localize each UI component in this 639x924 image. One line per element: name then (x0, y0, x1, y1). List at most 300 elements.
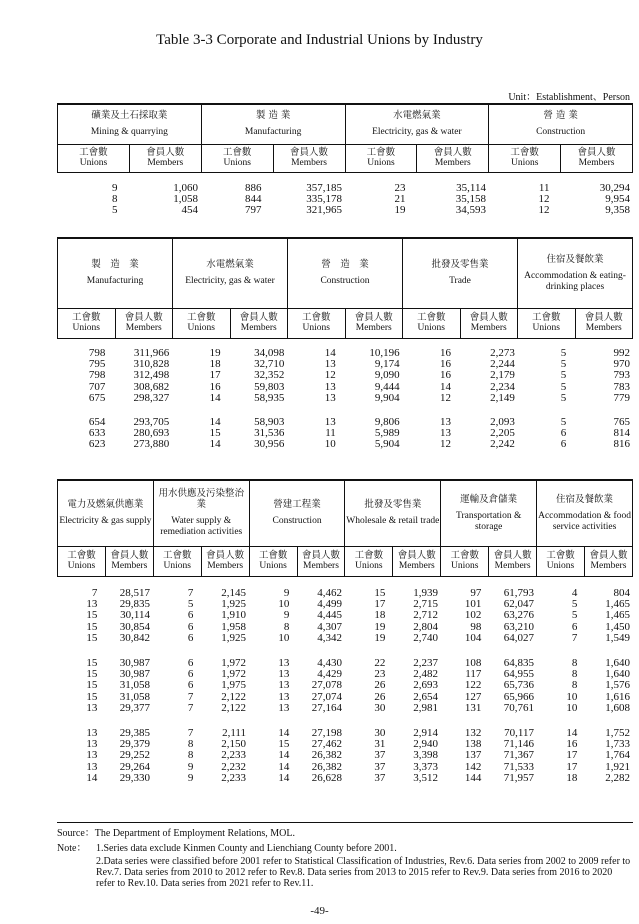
unit-label: Unit：Establishment、Person (508, 92, 630, 103)
group-zh-label: 礦業及土石採取業 (91, 110, 168, 122)
members-cell: 783 (613, 380, 630, 393)
col-zh-label: 會員人數 (577, 147, 616, 158)
col-en-label: Members (398, 561, 435, 571)
col-zh-label: 會員人數 (124, 312, 163, 323)
members-cell: 9,358 (605, 204, 630, 217)
members-cell: 1,925 (221, 598, 246, 611)
unions-cell: 122 (464, 679, 482, 692)
members-cell: 30,842 (119, 631, 150, 644)
unions-cell: 13 (86, 738, 98, 751)
col-en-label: Unions (546, 561, 575, 571)
unions-cell: 5 (560, 358, 567, 371)
col-en-label: Members (291, 158, 327, 168)
col-header-members (297, 546, 345, 576)
col-header-unions (201, 144, 273, 172)
col-en-label: Unions (532, 323, 560, 333)
col-en-label: Unions (355, 561, 383, 571)
members-cell: 27,164 (311, 701, 342, 714)
col-en-label: Members (585, 323, 622, 333)
members-cell: 9,806 (374, 416, 400, 428)
members-cell: 308,682 (133, 380, 170, 393)
unions-cell: 798 (88, 369, 106, 382)
unions-cell: 8 (187, 749, 194, 762)
group-header (345, 480, 441, 546)
group-zh-label: 用水供應及污染整治業 (158, 488, 244, 511)
col-zh-label: 會員人數 (469, 312, 508, 323)
members-cell: 2,179 (490, 369, 515, 382)
unions-cell: 6 (560, 427, 567, 440)
unions-cell: 23 (374, 668, 386, 681)
unions-cell: 13 (86, 598, 98, 611)
members-cell: 2,940 (413, 738, 438, 751)
members-cell: 71,367 (503, 749, 534, 762)
members-cell: 1,752 (605, 727, 630, 739)
col-en-label: Unions (259, 561, 287, 571)
unions-cell: 15 (86, 679, 98, 692)
col-header-members (417, 144, 489, 172)
col-header-members (489, 546, 537, 576)
members-cell: 63,210 (503, 620, 534, 633)
unions-cell: 12 (439, 438, 451, 451)
unions-cell: 108 (464, 657, 482, 669)
col-zh-label: 會員人數 (433, 147, 472, 158)
col-header-members (460, 308, 518, 338)
col-en-label: Unions (302, 323, 330, 333)
col-zh-label: 工會數 (510, 147, 539, 158)
unions-cell: 17 (374, 598, 386, 611)
unions-cell: 9 (187, 760, 194, 773)
members-cell: 29,264 (119, 760, 150, 773)
unions-cell: 13 (86, 749, 98, 762)
members-cell: 2,122 (221, 690, 246, 703)
table-row (57, 205, 633, 217)
unions-cell: 14 (278, 727, 290, 739)
col-header-unions (58, 144, 130, 172)
members-cell: 4,462 (317, 587, 342, 599)
unions-cell: 4 (571, 587, 578, 599)
members-cell: 793 (613, 369, 630, 382)
col-header-members (345, 308, 403, 338)
col-en-label: Unions (187, 323, 215, 333)
unions-cell: 127 (464, 690, 482, 703)
unions-cell: 5 (560, 391, 567, 404)
col-zh-label: 工會數 (416, 312, 446, 323)
unions-cell: 17 (566, 749, 578, 762)
table-row (57, 703, 633, 715)
col-header-unions (441, 546, 489, 576)
section1-header (57, 103, 633, 173)
members-cell: 2,234 (490, 380, 515, 393)
note-1: 1.Series data exclude Kinmen County and Lienchiang County before 2001. (96, 843, 397, 854)
col-zh-label: 工會數 (163, 550, 192, 561)
unions-cell: 17 (566, 760, 578, 773)
members-cell: 3,398 (413, 749, 438, 762)
members-cell: 1,576 (605, 679, 630, 692)
members-cell: 970 (613, 358, 630, 371)
unions-cell: 16 (439, 358, 451, 371)
unions-cell: 13 (278, 690, 290, 703)
col-zh-label: 工會數 (71, 312, 101, 323)
unions-cell: 142 (464, 760, 482, 773)
unions-cell: 17 (209, 369, 221, 382)
col-en-label: Members (434, 158, 471, 168)
unions-cell: 5 (560, 416, 567, 428)
members-cell: 1,939 (413, 587, 438, 599)
members-cell: 2,242 (490, 438, 515, 451)
bottom-rule (57, 822, 633, 823)
unions-cell: 6 (560, 438, 567, 451)
members-cell: 1,465 (605, 609, 630, 622)
unions-cell: 14 (278, 771, 290, 784)
unions-cell: 9 (187, 771, 194, 784)
group-header (403, 238, 518, 308)
members-cell: 1,640 (605, 668, 630, 681)
col-en-label: Unions (79, 158, 108, 168)
group-en-label: Construction (536, 127, 586, 138)
members-cell: 32,352 (254, 369, 285, 382)
unions-cell: 15 (86, 609, 98, 622)
col-zh-label: 工會數 (186, 312, 216, 323)
unions-cell: 10 (324, 438, 336, 451)
group-header (518, 238, 633, 308)
section3-header (57, 479, 633, 577)
col-header-unions (489, 144, 561, 172)
unions-cell: 30 (374, 701, 386, 714)
unions-cell: 7 (91, 587, 98, 599)
unions-cell: 5 (187, 598, 194, 611)
members-cell: 1,921 (605, 760, 630, 773)
group-en-label: Transportation & storage (455, 510, 522, 532)
unions-cell: 19 (374, 631, 386, 644)
members-cell: 2,150 (221, 738, 246, 751)
section2-header-table (57, 237, 633, 339)
col-en-label: Unions (367, 158, 395, 168)
members-cell: 2,914 (413, 727, 438, 739)
unions-cell: 707 (88, 380, 106, 393)
unions-cell: 98 (470, 620, 482, 633)
group-en-label: Electricity & gas supply (59, 516, 152, 527)
group-header (249, 480, 345, 546)
col-en-label: Members (494, 561, 531, 571)
col-header-members (201, 546, 249, 576)
unions-cell: 15 (86, 668, 98, 681)
unions-cell: 14 (86, 771, 98, 784)
members-cell: 5,989 (374, 427, 400, 440)
members-cell: 2,654 (413, 690, 438, 703)
members-cell: 59,803 (254, 380, 285, 393)
unions-cell: 5 (571, 609, 578, 622)
col-header-members (575, 308, 633, 338)
members-cell: 804 (613, 587, 630, 599)
unions-cell: 117 (465, 668, 482, 681)
table-row (57, 439, 633, 451)
unions-cell: 844 (244, 193, 262, 206)
members-cell: 2,233 (221, 749, 246, 762)
unions-cell: 6 (187, 631, 194, 644)
members-cell: 71,146 (503, 738, 534, 751)
unions-cell: 13 (324, 391, 336, 404)
unions-cell: 19 (394, 204, 406, 217)
members-cell: 2,111 (222, 727, 246, 739)
unions-cell: 104 (464, 631, 482, 644)
col-zh-label: 會員人數 (206, 550, 245, 561)
col-en-label: Unions (223, 158, 251, 168)
unions-cell: 9 (111, 182, 118, 194)
unions-cell: 30 (374, 727, 386, 739)
col-header-unions (345, 546, 393, 576)
col-en-label: Members (147, 158, 184, 168)
members-cell: 65,736 (503, 679, 534, 692)
members-cell: 2,693 (413, 679, 438, 692)
col-zh-label: 工會數 (79, 147, 108, 158)
members-cell: 29,835 (119, 598, 150, 611)
members-cell: 2,122 (221, 701, 246, 714)
members-cell: 58,935 (254, 391, 285, 404)
unions-cell: 15 (374, 587, 386, 599)
members-cell: 273,880 (133, 438, 170, 451)
members-cell: 29,377 (119, 701, 150, 714)
table-row (57, 773, 633, 785)
group-en-label: Accommodation & eating-drinking places (524, 270, 626, 292)
members-cell: 2,233 (221, 771, 246, 784)
group-en-label: Construction (272, 516, 322, 527)
group-en-label: Trade (449, 276, 471, 287)
group-header (153, 480, 249, 546)
members-cell: 2,804 (413, 620, 438, 633)
group-zh-label: 水電燃氣業 (206, 259, 254, 271)
members-cell: 29,252 (119, 749, 150, 762)
members-cell: 1,972 (221, 668, 246, 681)
group-en-label: Electricity, gas & water (185, 276, 275, 287)
group-zh-label: 批發及零售業 (364, 499, 422, 511)
members-cell: 2,740 (413, 631, 438, 644)
source-note: Source：The Department of Employment Relations, MOL. (57, 828, 296, 839)
members-cell: 357,185 (306, 182, 342, 194)
unions-cell: 13 (439, 416, 451, 428)
unions-cell: 15 (278, 738, 290, 751)
col-zh-label: 會員人數 (146, 147, 185, 158)
unions-cell: 37 (374, 760, 386, 773)
members-cell: 310,828 (133, 358, 170, 371)
members-cell: 293,705 (133, 416, 170, 428)
section2-header (57, 237, 633, 339)
unions-cell: 12 (538, 193, 550, 206)
members-cell: 1,764 (605, 749, 630, 762)
unions-cell: 16 (209, 380, 221, 393)
members-cell: 30,854 (119, 620, 150, 633)
unions-cell: 144 (464, 771, 482, 784)
members-cell: 2,282 (605, 771, 630, 784)
group-en-label: Water supply & remediation activities (160, 516, 243, 538)
unions-cell: 14 (209, 416, 221, 428)
unions-cell: 7 (187, 690, 194, 703)
section3-data (57, 588, 633, 818)
unions-cell: 13 (86, 727, 98, 739)
note-label: Note： (57, 843, 87, 854)
unions-cell: 5 (560, 369, 567, 382)
unions-cell: 12 (324, 369, 336, 382)
col-header-unions (249, 546, 297, 576)
unions-cell: 8 (283, 620, 290, 633)
col-zh-label: 工會數 (366, 147, 396, 158)
unions-cell: 31 (374, 738, 386, 751)
group-zh-label: 電力及燃氣供應業 (67, 499, 144, 511)
col-en-label: Members (355, 323, 392, 333)
unions-cell: 13 (278, 701, 290, 714)
group-zh-label: 營建工程業 (273, 499, 321, 511)
members-cell: 765 (613, 416, 630, 428)
unions-cell: 10 (566, 690, 578, 703)
members-cell: 312,498 (133, 369, 170, 382)
members-cell: 30,956 (254, 438, 285, 451)
group-header (288, 238, 403, 308)
members-cell: 2,715 (413, 598, 438, 611)
members-cell: 1,465 (605, 598, 630, 611)
unions-cell: 13 (278, 657, 290, 669)
members-cell: 2,093 (490, 416, 515, 428)
col-zh-label: 會員人數 (290, 147, 329, 158)
unions-cell: 26 (374, 679, 386, 692)
group-header (537, 480, 633, 546)
members-cell: 1,608 (605, 701, 630, 714)
unions-cell: 6 (571, 620, 578, 633)
group-header (58, 104, 202, 144)
col-header-members (105, 546, 153, 576)
members-cell: 1,616 (605, 690, 630, 703)
unions-cell: 8 (571, 679, 578, 692)
members-cell: 4,429 (317, 668, 342, 681)
unions-cell: 15 (86, 657, 98, 669)
col-header-unions (403, 308, 461, 338)
members-cell: 64,835 (503, 657, 534, 669)
unions-cell: 131 (464, 701, 482, 714)
unions-cell: 13 (324, 416, 336, 428)
unions-cell: 13 (324, 358, 336, 371)
col-zh-label: 工會數 (450, 550, 479, 561)
members-cell: 4,307 (317, 620, 342, 633)
group-header (345, 104, 489, 144)
members-cell: 70,117 (504, 727, 534, 739)
unions-cell: 5 (111, 204, 118, 217)
unions-cell: 16 (439, 347, 451, 359)
unions-cell: 5 (571, 598, 578, 611)
members-cell: 71,533 (503, 760, 534, 773)
members-cell: 1,733 (605, 738, 630, 751)
members-cell: 311,966 (133, 347, 170, 359)
unions-cell: 21 (394, 193, 406, 206)
col-zh-label: 工會數 (546, 550, 575, 561)
members-cell: 1,925 (221, 631, 246, 644)
table-row (57, 393, 633, 405)
col-header-unions (518, 308, 576, 338)
group-en-label: Electricity, gas & water (372, 127, 462, 138)
col-en-label: Unions (450, 561, 479, 571)
unions-cell: 11 (325, 427, 336, 440)
unions-cell: 797 (244, 204, 262, 217)
unions-cell: 8 (187, 738, 194, 751)
members-cell: 280,693 (133, 427, 170, 440)
members-cell: 31,058 (119, 690, 150, 703)
members-cell: 27,074 (311, 690, 342, 703)
group-en-label: Accommodation & food service activities (538, 510, 631, 532)
unions-cell: 11 (538, 182, 550, 194)
unions-cell: 12 (439, 391, 451, 404)
members-cell: 1,958 (221, 620, 246, 633)
group-header (441, 480, 537, 546)
unions-cell: 22 (374, 657, 386, 669)
members-cell: 26,628 (311, 771, 342, 784)
members-cell: 70,761 (503, 701, 534, 714)
unions-cell: 7 (187, 727, 194, 739)
unions-cell: 97 (470, 587, 482, 599)
members-cell: 34,593 (455, 204, 486, 217)
members-cell: 64,027 (503, 631, 534, 644)
members-cell: 64,955 (503, 668, 534, 681)
members-cell: 3,373 (413, 760, 438, 773)
section2-data (57, 347, 633, 451)
col-header-unions (537, 546, 585, 576)
members-cell: 27,078 (311, 679, 342, 692)
members-cell: 2,205 (490, 427, 515, 440)
members-cell: 298,327 (133, 391, 170, 404)
col-header-members (115, 308, 173, 338)
unions-cell: 8 (111, 193, 118, 206)
col-en-label: Unions (163, 561, 191, 571)
members-cell: 1,640 (605, 657, 630, 669)
members-cell: 2,244 (490, 358, 515, 371)
unions-cell: 15 (86, 690, 98, 703)
members-cell: 29,330 (119, 771, 150, 784)
members-cell: 2,712 (413, 609, 438, 622)
group-en-label: Wholesale & retail trade (346, 516, 440, 527)
members-cell: 35,158 (455, 193, 486, 206)
section3-header-table (57, 479, 633, 577)
table-row (57, 633, 633, 645)
members-cell: 63,276 (503, 609, 534, 622)
group-header (173, 238, 288, 308)
members-cell: 816 (613, 438, 630, 451)
col-header-unions (58, 308, 116, 338)
members-cell: 9,954 (605, 193, 630, 206)
members-cell: 10,196 (369, 347, 400, 359)
unions-cell: 15 (86, 620, 98, 633)
unions-cell: 19 (209, 347, 221, 359)
unions-cell: 13 (324, 380, 336, 393)
note-2: 2.Data series were classified before 2001 refer to Statistical Classification of Industries, Rev.6. Data series from 2002 to 2009 refer to Rev.7. Data series from 2010 to 2012 refer to Rev.8. Data series from 2013 to 2015 refer to Rev.9. Data series from 2016 to 2020 refer to Rev.10. Data series from 2021 refer to Rev.11. (96, 856, 631, 889)
unions-cell: 14 (209, 391, 221, 404)
unions-cell: 13 (86, 701, 98, 714)
unions-cell: 5 (560, 347, 567, 359)
section1-data (57, 183, 633, 223)
unions-cell: 23 (394, 182, 406, 194)
col-zh-label: 工會數 (531, 312, 561, 323)
members-cell: 454 (181, 204, 198, 217)
members-cell: 26,382 (311, 749, 342, 762)
col-header-unions (173, 308, 231, 338)
unions-cell: 886 (244, 182, 262, 194)
members-cell: 2,232 (221, 760, 246, 773)
unions-cell: 14 (324, 347, 336, 359)
unions-cell: 7 (187, 587, 194, 599)
col-zh-label: 會員人數 (589, 550, 628, 561)
unions-cell: 5 (560, 380, 567, 393)
unions-cell: 37 (374, 771, 386, 784)
unions-cell: 14 (566, 727, 578, 739)
col-zh-label: 會員人數 (110, 550, 149, 561)
unions-cell: 6 (187, 609, 194, 622)
col-en-label: Members (303, 561, 339, 571)
col-header-unions (288, 308, 346, 338)
